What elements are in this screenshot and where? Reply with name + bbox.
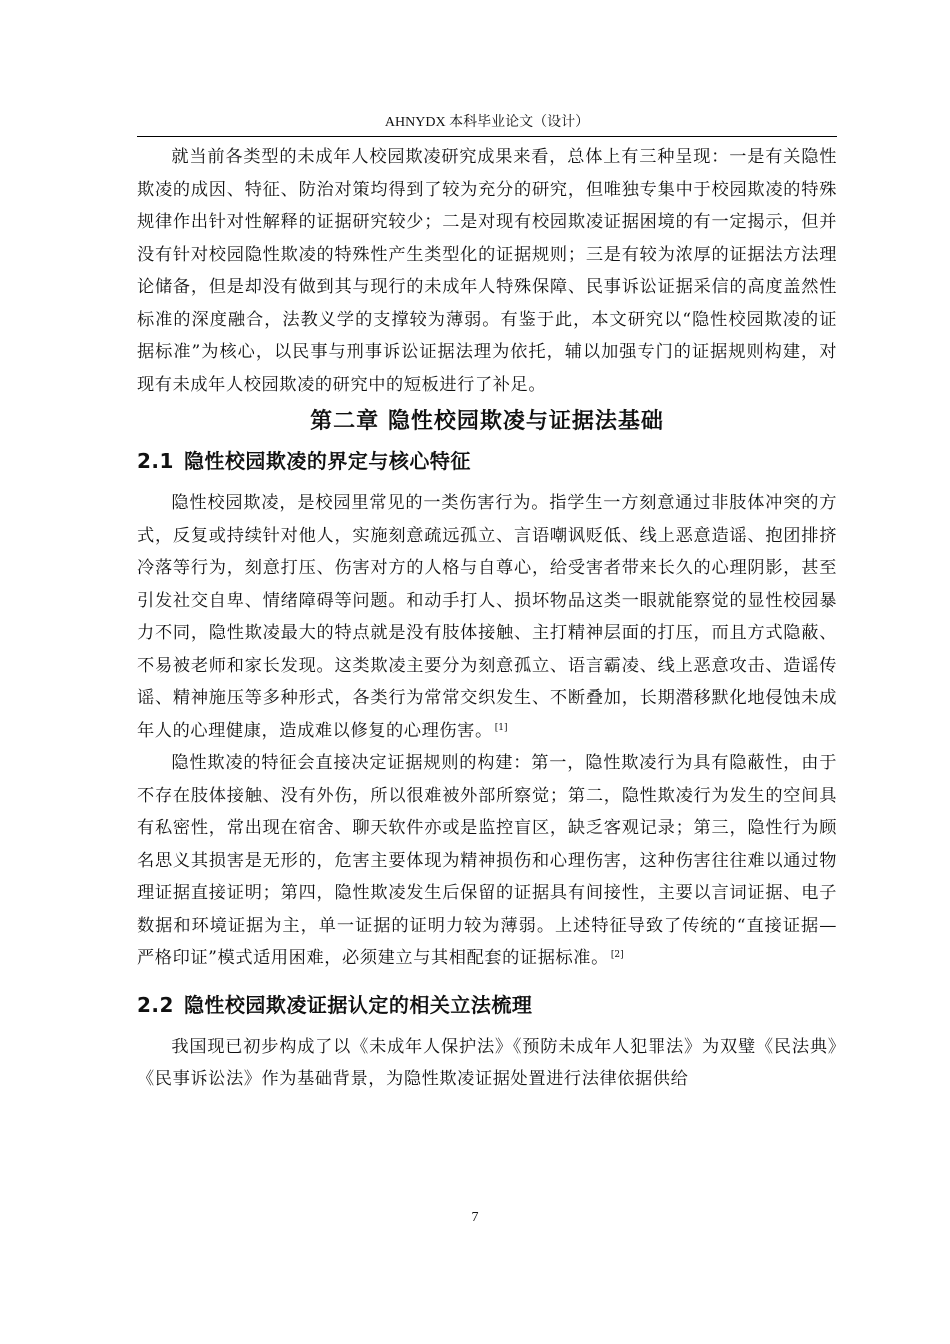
paragraph-definition — [137, 487, 837, 747]
paragraph-legislation: 我国现已初步构成了以《未成年人保护法》《预防未成年人犯罪法》为双璧《民法典》《民事诉讼法》作为基础背景，为隐性欺凌证据处置进行法律依据供给 — [137, 1036, 837, 1089]
section-title-text: 隐性校园欺凌的界定与核心特征 — [183, 449, 471, 473]
intro-paragraph: 就当前各类型的未成年人校园欺凌研究成果来看，总体上有三种呈现：一是有关隐性欺凌的成因、特征、防治对策均得到了较为充分的研究，但唯独专集中于校园欺凌的特殊规律作出针对性解释的证据研究较少；二是对现有校园欺凌证据困境的有一定揭示，但并没有针对校园隐性欺凌的特殊性产生类型化的证据规则；三是有较为浓厚的证据法方法理论储备，但是却没有做到其与现行的未成年人特殊保障、民事诉讼证据采信的高度盖然性标准的深度融合，法教义学的支撑较为薄弱。有鉴于此，本文研究以“隐性校园欺凌的证据标准”为核心，以民事与刑事诉讼证据法理为依托，辅以加强专门的证据规则构建，对现有未成年人校园欺凌的研究中的短板进行了补足。 — [137, 147, 837, 395]
section-title-text: 隐性校园欺凌证据认定的相关立法梳理 — [183, 992, 533, 1017]
chapter-title: 第二章 隐性校园欺凌与证据法基础 — [310, 409, 664, 434]
section-title-2-2 — [137, 989, 837, 1021]
paragraph-text: 隐性校园欺凌，是校园里常见的一类伤害行为。指学生一方刻意通过非肢体冲突的方式，反复或持续针对他人，实施刻意疏远孤立、言语嘲讽贬低、线上恶意造谣、抱团排挤冷落等行为，刻意打压、伤害对方的人格与自尊心，给受害者带来长久的心理阴影，甚至引发社交自卑、情绪障碍等问题。和动手打人、损坏物品这类一眼就能察觉的显性校园暴力不同，隐性欺凌最大的特点就是没有肢体接触、主打精神层面的打压，而且方式隐蔽、不易被老师和家长发现。这类欺凌主要分为刻意孤立、语言霸凌、线上恶意攻击、造谣传谣、精神施压等多种形式，各类行为常常交织发生、不断叠加，长期潜移默化地侵蚀未成年人的心理健康，造成难以修复的心理伤害。 — [137, 493, 837, 741]
section-number: 2.2 — [137, 992, 174, 1017]
citation-1[interactable]: [1] — [494, 722, 508, 733]
section-number: 2.1 — [137, 449, 174, 473]
page-number: 7 — [471, 1210, 479, 1225]
section-title-2-1 — [137, 445, 837, 477]
page-body — [137, 141, 837, 1096]
paragraph-characteristics — [137, 747, 837, 975]
page-header: AHNYDX 本科毕业论文（设计） — [384, 115, 590, 130]
header-rule — [137, 136, 837, 137]
citation-2[interactable]: [2] — [610, 950, 624, 960]
paragraph-text: 隐性欺凌的特征会直接决定证据规则的构建：第一，隐性欺凌行为具有隐蔽性，由于不存在肢体接触、没有外伤，所以很难被外部所察觉；第二，隐性欺凌行为发生的空间具有私密性，常出现在宿舍、聊天软件亦或是监控盲区，缺乏客观记录；第三，隐性行为顾名思义其损害是无形的，危害主要体现为精神损伤和心理伤害，这种伤害往往难以通过物理证据直接证明；第四，隐性欺凌发生后保留的证据具有间接性，主要以言词证据、电子数据和环境证据为主，单一证据的证明力较为薄弱。上述特征导致了传统的“直接证据—严格印证”模式适用困难，必须建立与其相配套的证据标准。 — [137, 753, 837, 968]
